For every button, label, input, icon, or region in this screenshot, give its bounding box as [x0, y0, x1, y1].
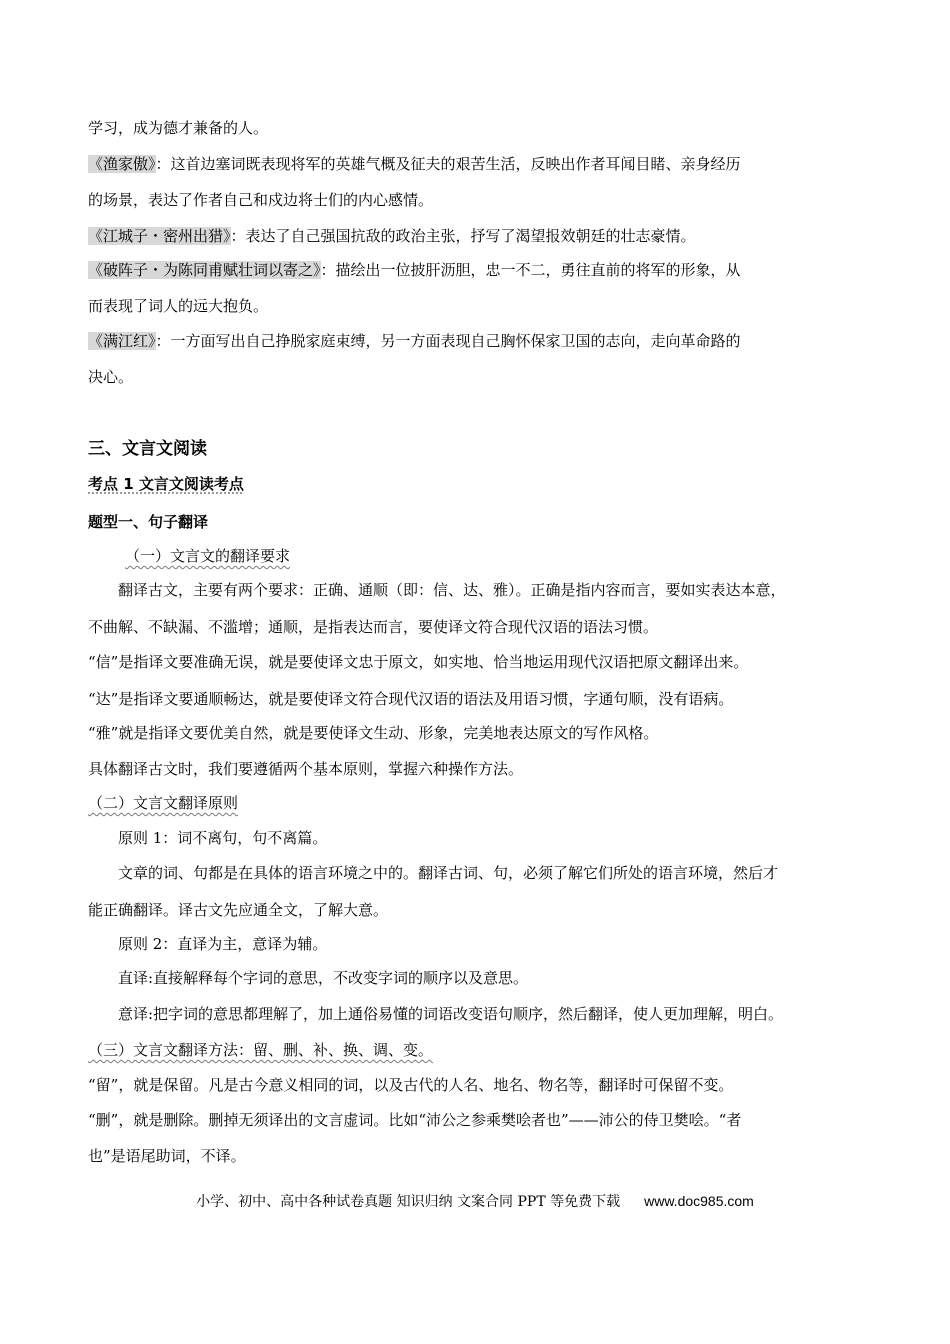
footer-url[interactable]: www.doc985.com: [644, 1193, 754, 1209]
poem-pozhenzi-cont: 而表现了词人的远大抱负。: [88, 297, 269, 315]
zhiyi-line: 直译:直接解释每个字词的意思，不改变字词的顺序以及意思。: [118, 969, 529, 987]
poem-manjianghong: 《满江红》：一方面写出自己挣脱家庭束缚，另一方面表现自己胸怀保家卫国的志向，走向革命路的: [88, 332, 741, 350]
method-shan-a: “删”，就是删除。删掉无须译出的文言虚词。比如“沛公之参乘樊哙者也”——沛公的侍卫樊哙。“者: [88, 1111, 742, 1129]
part1-ya: “雅”就是指译文要优美自然，就是要使译文生动、形象，完美地表达原文的写作风格。: [88, 724, 659, 742]
yiyi-line: 意译:把字词的意思都理解了，加上通俗易懂的词语改变语句顺序，然后翻译，使人更加理解，明白。: [118, 1005, 784, 1023]
poem-summary-line: 学习，成为德才兼备的人。: [88, 119, 269, 137]
poem-jiangchengzi: 《江城子・密州出猎》：表达了自己强国抗敌的政治主张，抒写了渴望报效朝廷的壮志豪情。: [88, 227, 696, 245]
poem-title-jiangchengzi: 《江城子・密州出猎》: [88, 227, 231, 245]
part1-para-a: 翻译古文，主要有两个要求：正确、通顺（即：信、达、雅）。正确是指内容而言，要如实表达本意，: [118, 581, 786, 599]
part1-xin: “信”是指译文要准确无误，就是要使译文忠于原文，如实地、恰当地运用现代汉语把原文翻译出来。: [88, 653, 749, 671]
part1-para-b: 不曲解、不缺漏、不滥增；通顺，是指表达而言，要使译文符合现代汉语的语法习惯。: [88, 618, 659, 636]
poem-title-manjianghong: 《满江红》: [88, 332, 156, 350]
kaodian-title: 考点 1 文言文阅读考点: [88, 475, 244, 493]
principle-2: 原则 2：直译为主，意译为辅。: [118, 935, 328, 953]
part1-summary: 具体翻译古文时，我们要遵循两个基本原则，掌握六种操作方法。: [88, 760, 524, 778]
method-shan-b: 也”是语尾助词，不译。: [88, 1147, 246, 1165]
poem-title-yujiaao: 《渔家傲》: [88, 155, 156, 173]
footer-text: 小学、初中、高中各种试卷真题 知识归纳 文案合同 PPT 等免费下载: [196, 1194, 621, 1210]
poem-yujiaao: 《渔家傲》：这首边塞词既表现将军的英雄气概及征夫的艰苦生活，反映出作者耳闻目睹、亲身经历: [88, 155, 741, 173]
method-liu: “留”，就是保留。凡是古今意义相同的词，以及古代的人名、地名、物名等，翻译时可保留不变。: [88, 1076, 734, 1094]
part3-title: （三）文言文翻译方法：留、删、补、换、调、变。: [88, 1041, 434, 1059]
poem-title-pozhenzi: 《破阵子・为陈同甫赋壮词以寄之》: [88, 261, 321, 279]
principle-1-para-b: 能正确翻译。译古文先应通全文，了解大意。: [88, 901, 389, 919]
part2-title: （二）文言文翻译原则: [88, 794, 239, 812]
section-title: 三、文言文阅读: [88, 439, 207, 459]
principle-1-para-a: 文章的词、句都是在具体的语言环境之中的。翻译古词、句，必须了解它们所处的语言环境，然后才: [118, 864, 779, 882]
part1-title: （一）文言文的翻译要求: [125, 547, 291, 565]
tixing-title: 题型一、句子翻译: [88, 513, 209, 531]
poem-manjianghong-cont: 决心。: [88, 368, 134, 386]
part1-da: “达”是指译文要通顺畅达，就是要使译文符合现代汉语的语法及用语习惯，字通句顺，没有语病。: [88, 690, 734, 708]
poem-pozhenzi: 《破阵子・为陈同甫赋壮词以寄之》：描绘出一位披肝沥胆，忠一不二，勇往直前的将军的形象，从: [88, 261, 741, 279]
page-footer: [0, 1191, 950, 1212]
poem-yujiaao-cont: 的场景，表达了作者自己和戍边将士们的内心感情。: [88, 191, 434, 209]
principle-1: 原则 1：词不离句，句不离篇。: [118, 829, 328, 847]
